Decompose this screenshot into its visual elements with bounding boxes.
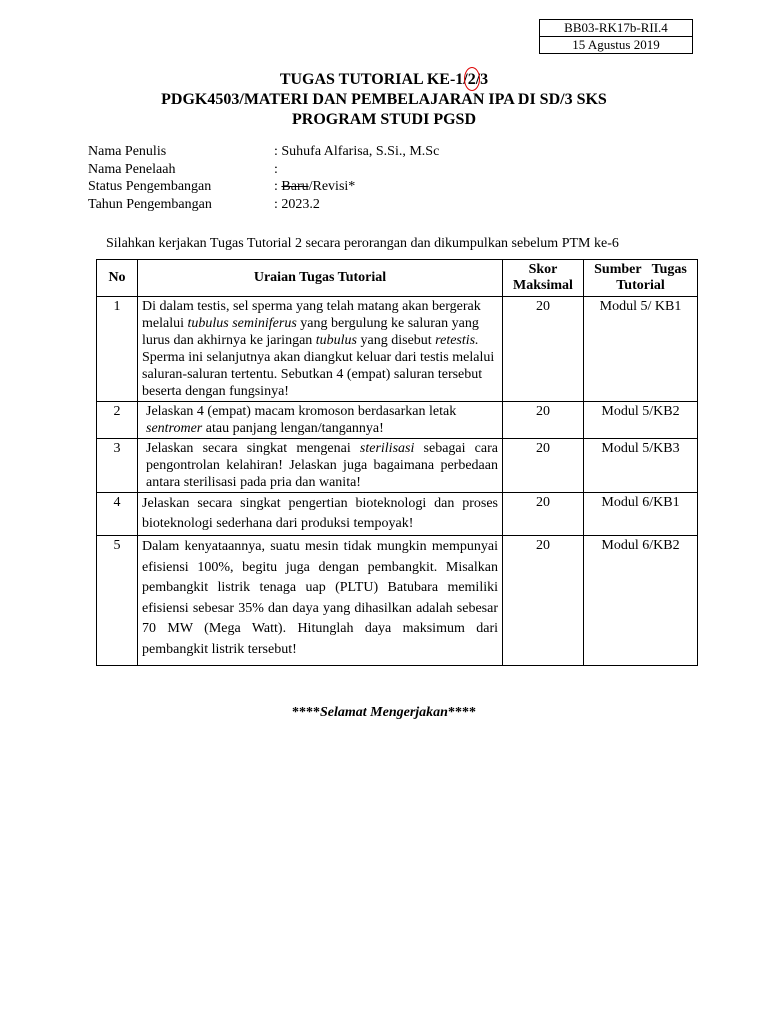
meta-reviewer-row: Nama Penelaah :	[88, 161, 278, 177]
task-source: Modul 6/KB1	[584, 493, 698, 536]
meta-year-row: Tahun Pengembangan : 2023.2	[88, 196, 320, 212]
title-block	[0, 70, 768, 130]
table-header-row	[97, 260, 698, 297]
document-code: BB03-RK17b-RII.4	[540, 20, 693, 37]
task-source: Modul 5/ KB1	[584, 297, 698, 402]
meta-status-row: Status Pengembangan : Baru/Revisi*	[88, 179, 356, 194]
table-row	[97, 536, 698, 666]
task-source: Modul 5/KB2	[584, 402, 698, 439]
task-source: Modul 5/KB3	[584, 439, 698, 493]
title-line-3: PROGRAM STUDI PGSD	[291, 111, 476, 128]
header-source: Sumber Tugas Tutorial	[584, 260, 698, 297]
header-max-score: Skor Maksimal	[503, 260, 584, 297]
selected-tutorial-number: 2	[468, 70, 476, 90]
row-number: 5	[97, 536, 138, 666]
row-number: 1	[97, 297, 138, 402]
document-metadata	[88, 143, 439, 213]
document-code-box	[539, 19, 693, 54]
task-description: Jelaskan 4 (empat) macam kromoson berdasarkan letak sentromer atau panjang lengan/tangannya!	[138, 402, 503, 439]
header-description: Uraian Tugas Tutorial	[138, 260, 503, 297]
table-row	[97, 402, 698, 439]
task-description: Di dalam testis, sel sperma yang telah matang akan bergerak melalui tubulus seminiferus yang bergulung ke saluran yang lurus dan akhirnya ke jaringan tubulus yang disebut retestis. Sperma ini selanjutnya akan diangkut keluar dari testis melalui saluran-saluran tertentu. Sebutkan 4 (empat) saluran tersebut beserta dengan fungsinya!	[138, 297, 503, 402]
title-suffix: /3	[475, 71, 489, 88]
max-score: 20	[503, 297, 584, 402]
row-number: 2	[97, 402, 138, 439]
tasks-table	[96, 259, 698, 666]
table-row	[97, 493, 698, 536]
max-score: 20	[503, 439, 584, 493]
closing-message: ****Selamat Mengerjakan****	[292, 705, 476, 720]
row-number: 3	[97, 439, 138, 493]
task-description: Dalam kenyataannya, suatu mesin tidak mungkin mempunyai efisiensi 100%, begitu juga dengan pembangkit. Misalkan pembangkit listrik tenaga uap (PLTU) Batubara memiliki efisiensi sebesar 35% dan daya yang dihasilkan adalah sebesar 70 MW (Mega Watt). Hitunglah daya maksimum dari pembangkit listrik tersebut!	[138, 536, 503, 666]
task-description: Jelaskan secara singkat mengenai sterilisasi sebagai cara pengontrolan kelahiran! Jelaskan juga bagaimana perbedaan antara sterilisasi pada pria dan wanita!	[138, 439, 503, 493]
instruction-text: Silahkan kerjakan Tugas Tutorial 2 secara perorangan dan dikumpulkan sebelum PTM ke-6	[106, 236, 619, 251]
table-row	[97, 439, 698, 493]
red-circle-mark	[464, 67, 480, 91]
title-line-1	[0, 70, 768, 90]
task-description: Jelaskan secara singkat pengertian bioteknologi dan proses bioteknologi sederhana dari produksi tempoyak!	[138, 493, 503, 536]
struck-status: Baru	[281, 179, 309, 194]
max-score: 20	[503, 536, 584, 666]
max-score: 20	[503, 493, 584, 536]
task-source: Modul 6/KB2	[584, 536, 698, 666]
row-number: 4	[97, 493, 138, 536]
title-prefix: TUGAS TUTORIAL KE-1/	[279, 71, 468, 88]
meta-author-row: Nama Penulis : Suhufa Alfarisa, S.Si., M.Sc	[88, 144, 440, 159]
title-line-2: PDGK4503/MATERI DAN PEMBELAJARAN IPA DI SD/3 SKS	[161, 91, 607, 108]
max-score: 20	[503, 402, 584, 439]
table-row	[97, 297, 698, 402]
document-date: 15 Agustus 2019	[540, 37, 693, 54]
header-no: No	[97, 260, 138, 297]
